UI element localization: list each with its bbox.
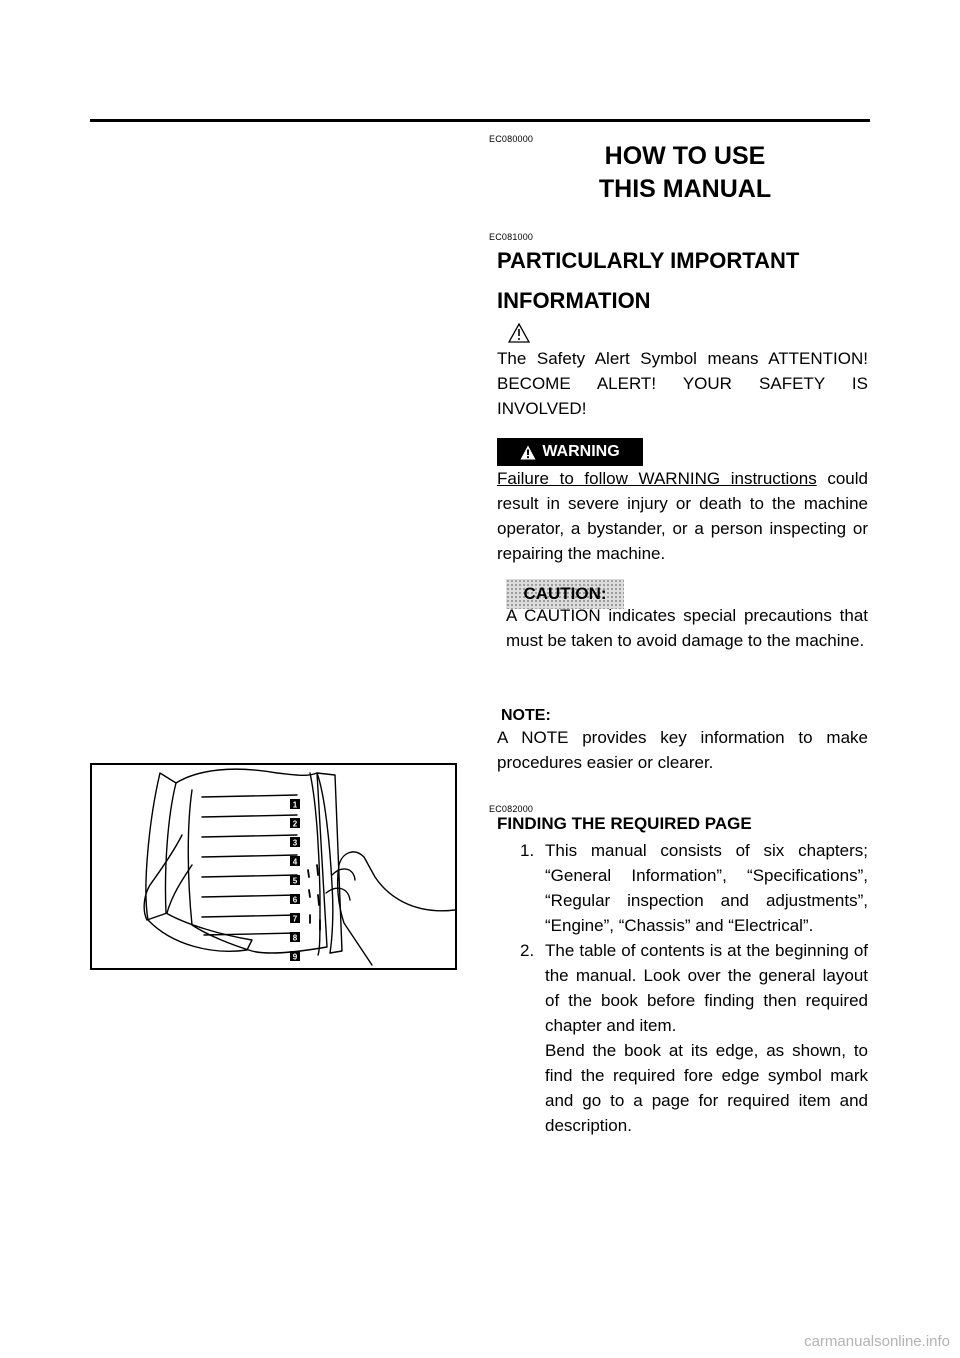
fore-edge-tab-label: 8 xyxy=(292,933,298,943)
section-code: EC081000 xyxy=(489,232,534,242)
page-title-line1: HOW TO USE xyxy=(604,142,766,170)
fore-edge-tab-label: 4 xyxy=(292,857,298,867)
fore-edge-tab-label: 1 xyxy=(292,800,298,810)
step-text: The table of contents is at the beginning of the manual. Look over the general layout of the book before finding then required chapter and item. xyxy=(545,941,868,1035)
watermark: carmanualsonline.info xyxy=(804,1333,950,1350)
caution-text: A CAUTION indicates special precautions that must be taken to avoid damage to the machine. xyxy=(506,606,868,650)
section-code: EC080000 xyxy=(489,134,534,144)
heading-line: INFORMATION xyxy=(497,288,651,313)
note-text: A NOTE provides key information to make procedures easier or clearer. xyxy=(497,728,868,772)
warning-icon xyxy=(520,445,536,460)
section-heading-important xyxy=(497,241,799,321)
safety-alert-text: The Safety Alert Symbol means ATTENTION! BECOME ALERT! YOUR SAFETY IS INVOLVED! xyxy=(497,349,868,418)
step-number: 2. xyxy=(520,941,535,960)
book-illustration xyxy=(90,763,457,970)
steps-list xyxy=(520,838,868,1138)
section-code: EC082000 xyxy=(489,804,534,814)
fore-edge-tab-label: 3 xyxy=(292,838,298,848)
fore-edge-tab-label: 2 xyxy=(292,819,298,829)
fore-edge-tab-label: 6 xyxy=(292,895,298,905)
warning-text-rest: could result in severe injury or death to the machine operator, a bystander, or a person inspecting or repairing the machine. xyxy=(497,469,868,563)
step-text: Bend the book at its edge, as shown, to find the required fore edge symbol mark and go to a page for required item and description. xyxy=(545,1041,868,1135)
page-title xyxy=(540,140,830,206)
heading-line: PARTICULARLY IMPORTANT xyxy=(497,248,800,273)
list-item xyxy=(520,838,868,938)
fore-edge-tab-label: 9 xyxy=(292,952,298,962)
section-heading-finding: FINDING THE REQUIRED PAGE xyxy=(497,814,752,833)
fore-edge-tab-label: 5 xyxy=(292,876,298,886)
safety-alert-icon xyxy=(508,323,530,343)
step-number: 1. xyxy=(520,841,535,860)
warning-badge xyxy=(497,438,643,466)
fore-edge-tabs xyxy=(290,799,300,962)
warning-text xyxy=(497,466,868,566)
list-item xyxy=(520,938,868,1138)
page-title-line2: THIS MANUAL xyxy=(598,175,772,203)
fore-edge-tab-label: 7 xyxy=(292,914,298,924)
note-label: NOTE: xyxy=(501,707,551,724)
warning-text-underlined: Failure to follow WARNING instructions xyxy=(497,469,817,488)
warning-label: WARNING xyxy=(542,443,620,460)
top-rule xyxy=(90,119,870,122)
step-text: This manual consists of six chapters; “General Information”, “Specifications”, “Regular inspection and adjustments”, “Engine”, “Chassis” and “Electrical”. xyxy=(545,841,868,935)
book-drawing xyxy=(92,765,455,968)
caution-label: CAUTION: xyxy=(523,584,607,603)
